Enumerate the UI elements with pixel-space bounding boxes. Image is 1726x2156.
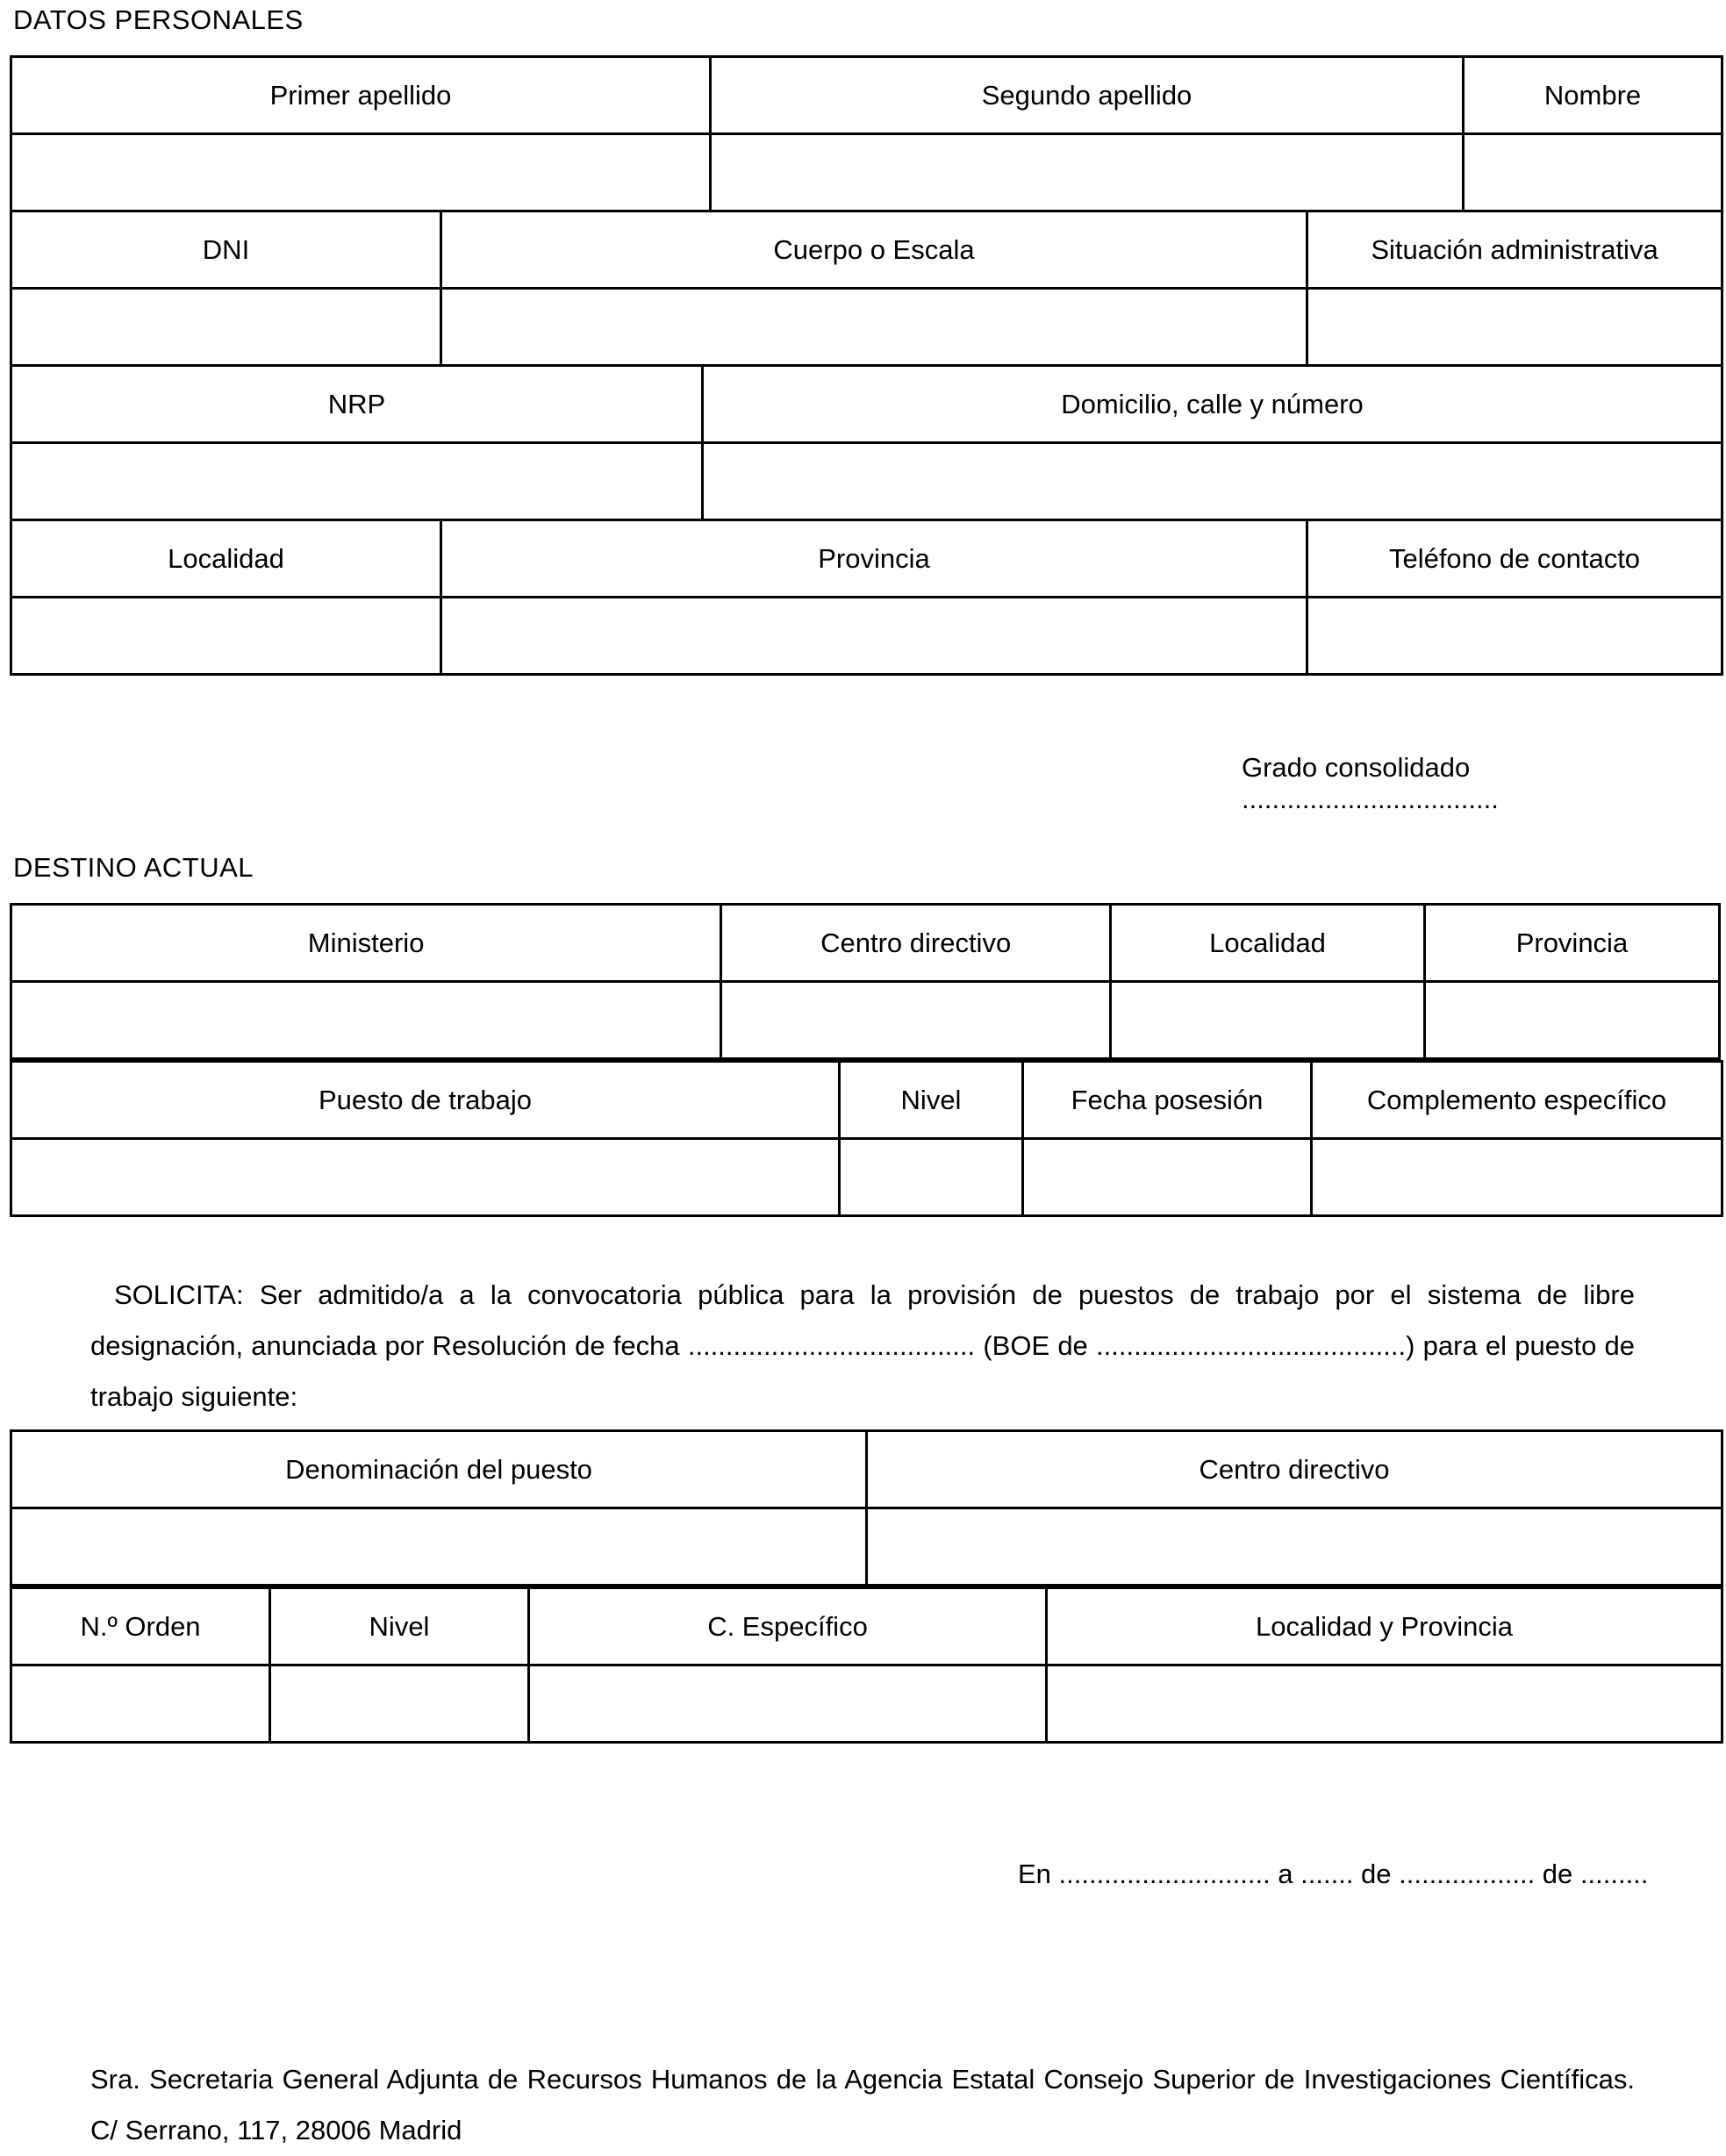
field-c-especifico[interactable] <box>529 1665 1047 1743</box>
label-situacion-administrativa: Situación administrativa <box>1307 211 1722 289</box>
destinatario-text: Sra. Secretaria General Adjunta de Recursos Humanos de la Agencia Estatal Consejo Superior de Investigaciones Científicas. C/ Serrano, 117, 28006 Madrid <box>90 2064 1635 2145</box>
label-numero-orden: N.º Orden <box>11 1588 270 1665</box>
label-provincia: Provincia <box>441 520 1307 598</box>
field-provincia[interactable] <box>441 598 1307 675</box>
field-fecha-posesion[interactable] <box>1023 1139 1312 1216</box>
label-localidad-provincia: Localidad y Provincia <box>1047 1588 1722 1665</box>
field-nombre[interactable] <box>1464 134 1722 211</box>
field-primer-apellido[interactable] <box>11 134 711 211</box>
field-dni[interactable] <box>11 289 441 366</box>
label-nivel-puesto: Nivel <box>270 1588 529 1665</box>
section-heading-datos-personales: DATOS PERSONALES <box>13 4 304 35</box>
field-domicilio[interactable] <box>703 443 1722 520</box>
label-cuerpo-escala: Cuerpo o Escala <box>441 211 1307 289</box>
field-puesto-trabajo[interactable] <box>11 1139 840 1216</box>
label-primer-apellido: Primer apellido <box>11 57 711 134</box>
destino-actual-table-2 <box>10 1060 1723 1217</box>
fecha-lugar-line: En ............................ a ....... de .................. de ......... <box>1018 1859 1649 1889</box>
field-localidad[interactable] <box>11 598 441 675</box>
field-centro-directivo-puesto[interactable] <box>867 1508 1722 1586</box>
field-localidad-destino[interactable] <box>1111 982 1425 1059</box>
label-localidad: Localidad <box>11 520 441 598</box>
field-provincia-destino[interactable] <box>1424 982 1719 1059</box>
field-telefono[interactable] <box>1307 598 1722 675</box>
label-nombre: Nombre <box>1464 57 1722 134</box>
destino-actual-table <box>10 903 1721 1060</box>
label-puesto-trabajo: Puesto de trabajo <box>11 1062 840 1139</box>
puesto-solicitado-table <box>10 1429 1723 1587</box>
label-provincia-destino: Provincia <box>1424 905 1719 982</box>
label-complemento-especifico: Complemento específico <box>1312 1062 1722 1139</box>
label-domicilio: Domicilio, calle y número <box>703 366 1722 443</box>
label-c-especifico: C. Específico <box>529 1588 1047 1665</box>
label-localidad-destino: Localidad <box>1111 905 1425 982</box>
field-nrp[interactable] <box>11 443 703 520</box>
field-ministerio[interactable] <box>11 982 721 1059</box>
solicita-paragraph: SOLICITA: Ser admitido/a a la convocatoria pública para la provisión de puestos de trabajo por el sistema de libre designación, anunciada por Resolución de fecha ...................................... (BOE de .........................................) para el puesto de trabajo siguiente: <box>90 1279 1635 1412</box>
puesto-solicitado-table-2 <box>10 1587 1723 1744</box>
label-centro-directivo: Centro directivo <box>721 905 1111 982</box>
field-denominacion-puesto[interactable] <box>11 1508 867 1586</box>
label-denominacion-puesto: Denominación del puesto <box>11 1431 867 1508</box>
field-segundo-apellido[interactable] <box>711 134 1464 211</box>
label-dni: DNI <box>11 211 441 289</box>
grado-consolidado: Grado consolidado .................................. <box>1242 752 1499 814</box>
label-centro-directivo-puesto: Centro directivo <box>867 1431 1722 1508</box>
section-heading-destino-actual: DESTINO ACTUAL <box>13 852 254 883</box>
label-telefono: Teléfono de contacto <box>1307 520 1722 598</box>
field-numero-orden[interactable] <box>11 1665 270 1743</box>
label-fecha-posesion: Fecha posesión <box>1023 1062 1312 1139</box>
field-complemento-especifico[interactable] <box>1312 1139 1722 1216</box>
label-nivel: Nivel <box>840 1062 1023 1139</box>
field-situacion-administrativa[interactable] <box>1307 289 1722 366</box>
label-nrp: NRP <box>11 366 703 443</box>
label-ministerio: Ministerio <box>11 905 721 982</box>
field-nivel[interactable] <box>840 1139 1023 1216</box>
label-segundo-apellido: Segundo apellido <box>711 57 1464 134</box>
field-nivel-puesto[interactable] <box>270 1665 529 1743</box>
field-localidad-provincia[interactable] <box>1047 1665 1722 1743</box>
field-cuerpo-escala[interactable] <box>441 289 1307 366</box>
datos-personales-table <box>10 55 1723 676</box>
field-centro-directivo[interactable] <box>721 982 1111 1059</box>
